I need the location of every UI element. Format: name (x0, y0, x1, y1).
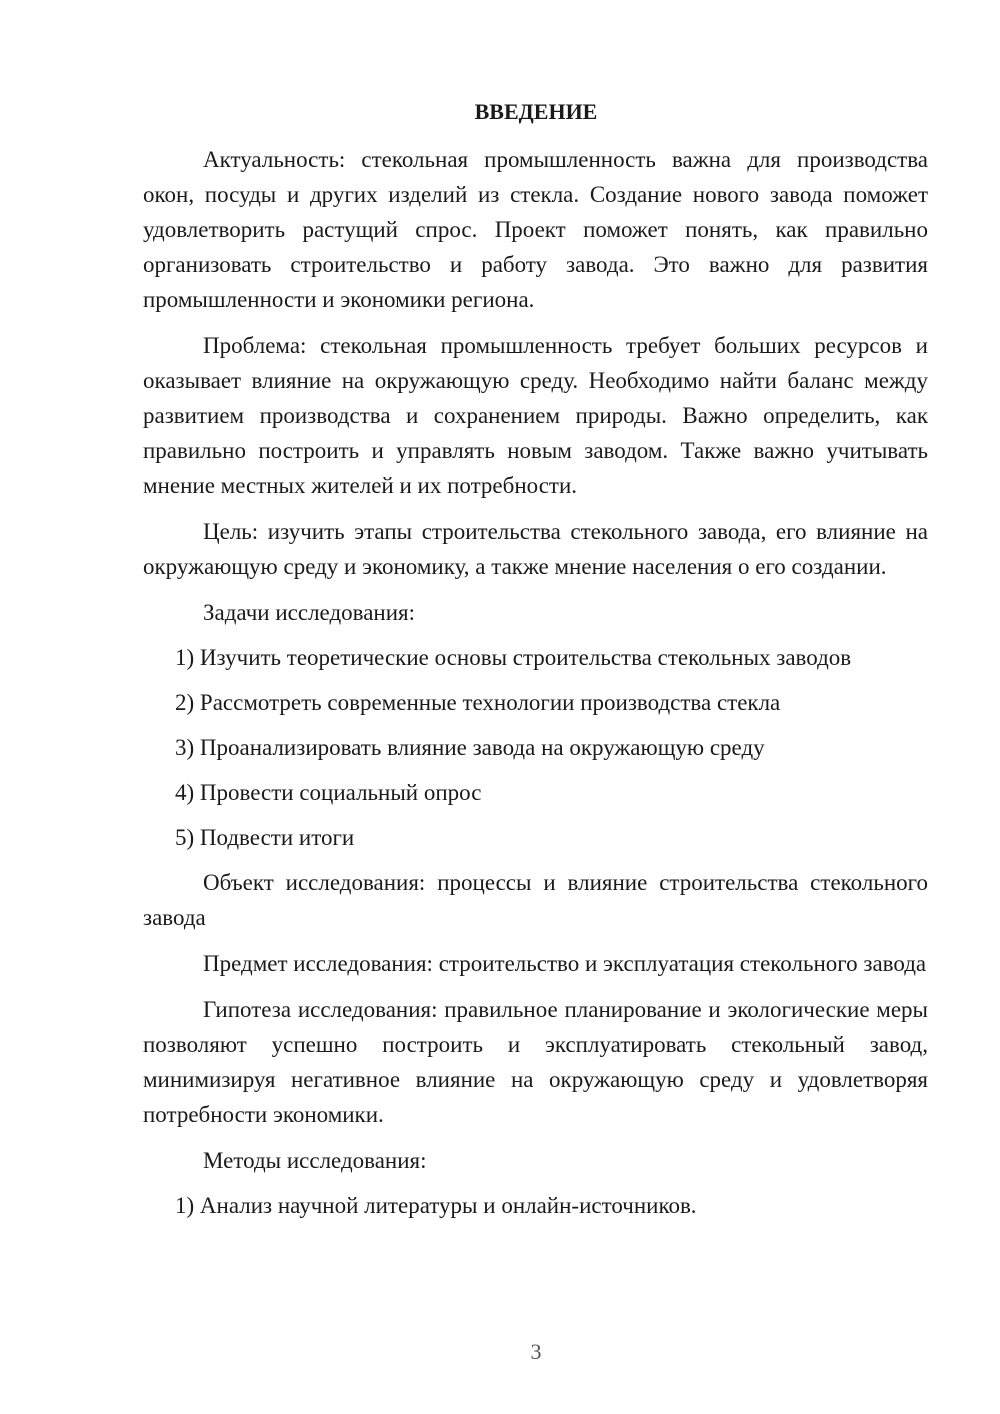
list-item: 3) Проанализировать влияние завода на окружающую среду (175, 735, 765, 760)
methods-heading: Методы исследования: (203, 1148, 427, 1173)
list-item: 4) Провести социальный опрос (175, 780, 482, 805)
page-number: 3 (530, 1339, 542, 1364)
paragraph-problem: Проблема: стекольная промышленность требует больших ресурсов и оказывает влияние на окружающую среду. Необходимо найти баланс между развитием производства и сохранением природы. Важно определить, как правильно построить и управлять новым заводом. Также важно учитывать мнение местных жителей и их потребности. (143, 333, 928, 498)
tasks-heading: Задачи исследования: (203, 600, 416, 625)
paragraph-goal: Цель: изучить этапы строительства стекольного завода, его влияние на окружающую среду и экономику, а также мнение населения о его создании. (143, 519, 928, 579)
paragraph-object: Объект исследования: процессы и влияние строительства стекольного завода (143, 870, 928, 930)
paragraph-relevance: Актуальность: стекольная промышленность важна для производства окон, посуды и других изделий из стекла. Создание нового завода поможет удовлетворить растущий спрос. Проект поможет понять, как правильно организовать строительство и работу завода. Это важно для развития промышленности и экономики региона. (143, 147, 928, 312)
paragraph-subject: Предмет исследования: строительство и эксплуатация стекольного завода (203, 951, 927, 976)
list-item: 5) Подвести итоги (175, 825, 355, 850)
list-item: 1) Изучить теоретические основы строительства стекольных заводов (175, 645, 852, 670)
page-title: ВВЕДЕНИЕ (474, 99, 598, 124)
list-item: 1) Анализ научной литературы и онлайн-источников. (175, 1193, 697, 1218)
body-text (143, 142, 928, 1233)
list-item: 2) Рассмотреть современные технологии производства стекла (175, 690, 781, 715)
paragraph-hypothesis: Гипотеза исследования: правильное планирование и экологические меры позволяют успешно построить и эксплуатировать стекольный завод, минимизируя негативное влияние на окружающую среду и удовлетворяя потребности экономики. (143, 997, 928, 1127)
